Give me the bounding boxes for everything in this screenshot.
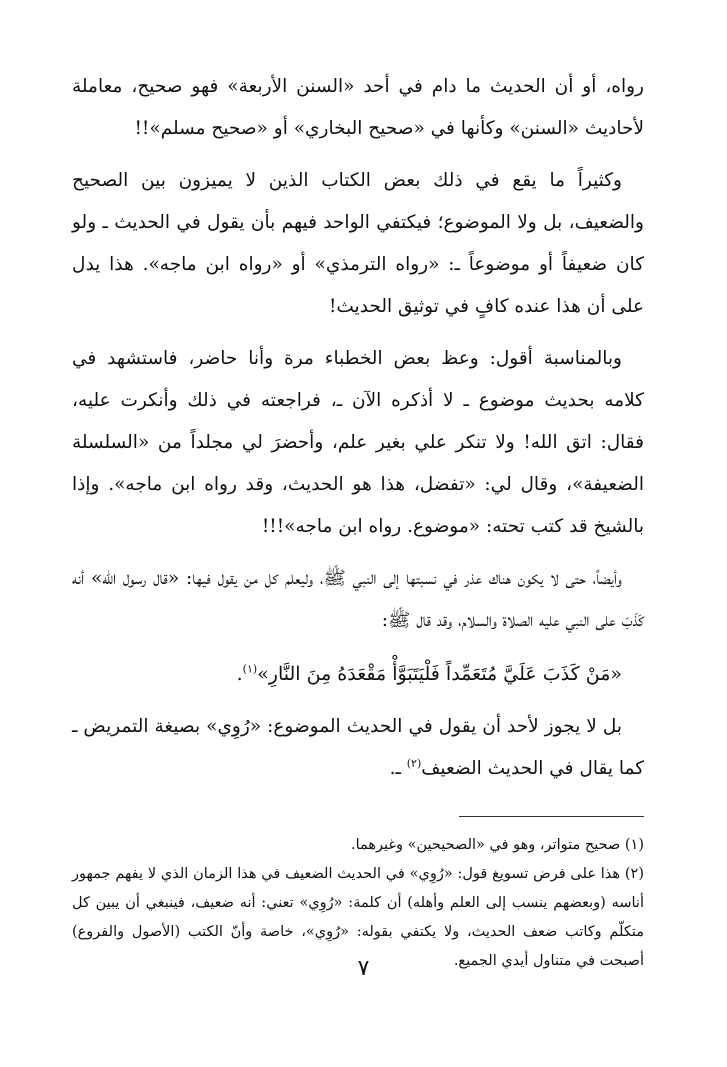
paragraph-3: وبالمناسبة أقول: وعظ بعض الخطباء مرة وأنا حاضر، فاستشهد في كلامه بحديث موضوع ـ لا أذكره الآن ـ، فراجعته في ذلك وأنكرت عليه، فقال: اتق الله! ولا تنكر علي بغير علم، وأحضرَ لي مجلداً من «السلسلة الضعيفة»، وقال لي: «تفضل، هذا هو الحديث، وقد رواه ابن ماجه». وإذا بالشيخ قد كتب تحته: «موضوع. رواه ابن ماجه»!!! [72, 348, 644, 537]
paragraph-1: رواه، أو أن الحديث ما دام في أحد «السنن الأربعة» فهو صحيح، معاملة لأحاديث «السنن» وكأنها في «صحيح البخاري» أو «صحيح مسلم»!! [72, 76, 644, 139]
page-number: ٧ [357, 956, 370, 981]
paragraph-2: وكثيراً ما يقع في ذلك بعض الكتاب الذين لا يميزون بين الصحيح والضعيف، بل ولا الموضوع؛ فيكتفي الواحد فيهم بأن يقول في الحديث ـ ولو كان ضعيفاً أو موضوعاً ـ: «رواه الترمذي» أو «رواه ابن ماجه». هذا يدل على أن هذا عنده كافٍ في توثيق الحديث! [72, 170, 644, 317]
page-body [72, 66, 644, 976]
footnote-2: (٢) هذا على فرض تسويغ قول: «رُوِي» في الحديث الضعيف في هذا الزمان الذي لا يفهم جمهور أناسه (وبعضهم ينسب إلى العلم وأهله) أن كلمة: «رُوِي» تعني: أنه ضعيف، فينبغي أن يبين كل متكلّم وكاتب ضعف الحديث، ولا يكتفي بقوله: «رُوِي»، خاصة وأنّ الكتب (الأصول والفروع) أصبحت في متناول أيدي الجميع. [72, 866, 644, 969]
paragraph-5-text: بل لا يجوز لأحد أن يقول في الحديث الموضوع: «رُوِي» بصيغة التمريض ـ كما يقال في الحديث الضعيف [72, 716, 644, 779]
paragraph-5-tail: ـ. [389, 758, 407, 779]
hadith-quote-text: «مَنْ كَذَبَ عَلَيَّ مُتَعَمِّداً فَلْيَتَبَوَّأْ مَقْعَدَهُ مِنَ النَّارِ» [257, 663, 622, 685]
footnote-divider [459, 816, 644, 817]
footnote-ref-1: (١) [242, 662, 258, 676]
paragraph-5 [72, 706, 644, 790]
footnote-1: (١) صحيح متواتر، وهو في «الصحيحين» وغيرهما. [350, 837, 644, 853]
footnote-ref-2: (٢) [406, 756, 422, 770]
hadith-quote: «مَنْ كَذَبَ عَلَيَّ مُتَعَمِّداً فَلْيَتَبَوَّأْ مَقْعَدَهُ مِنَ النَّارِ»$^{(١)}$. [236, 662, 622, 685]
footnotes [72, 831, 644, 976]
paragraph-4: وأيضاً، حتى لا يكون هناك عذر في نسبتها إلى النبي ﷺ، وليعلم كل من يقول فيها: «قال رسول الله» أنه كَذَبَ على النبي عليه الصلاة والسلام، وقد قال ﷺ: [72, 568, 644, 631]
